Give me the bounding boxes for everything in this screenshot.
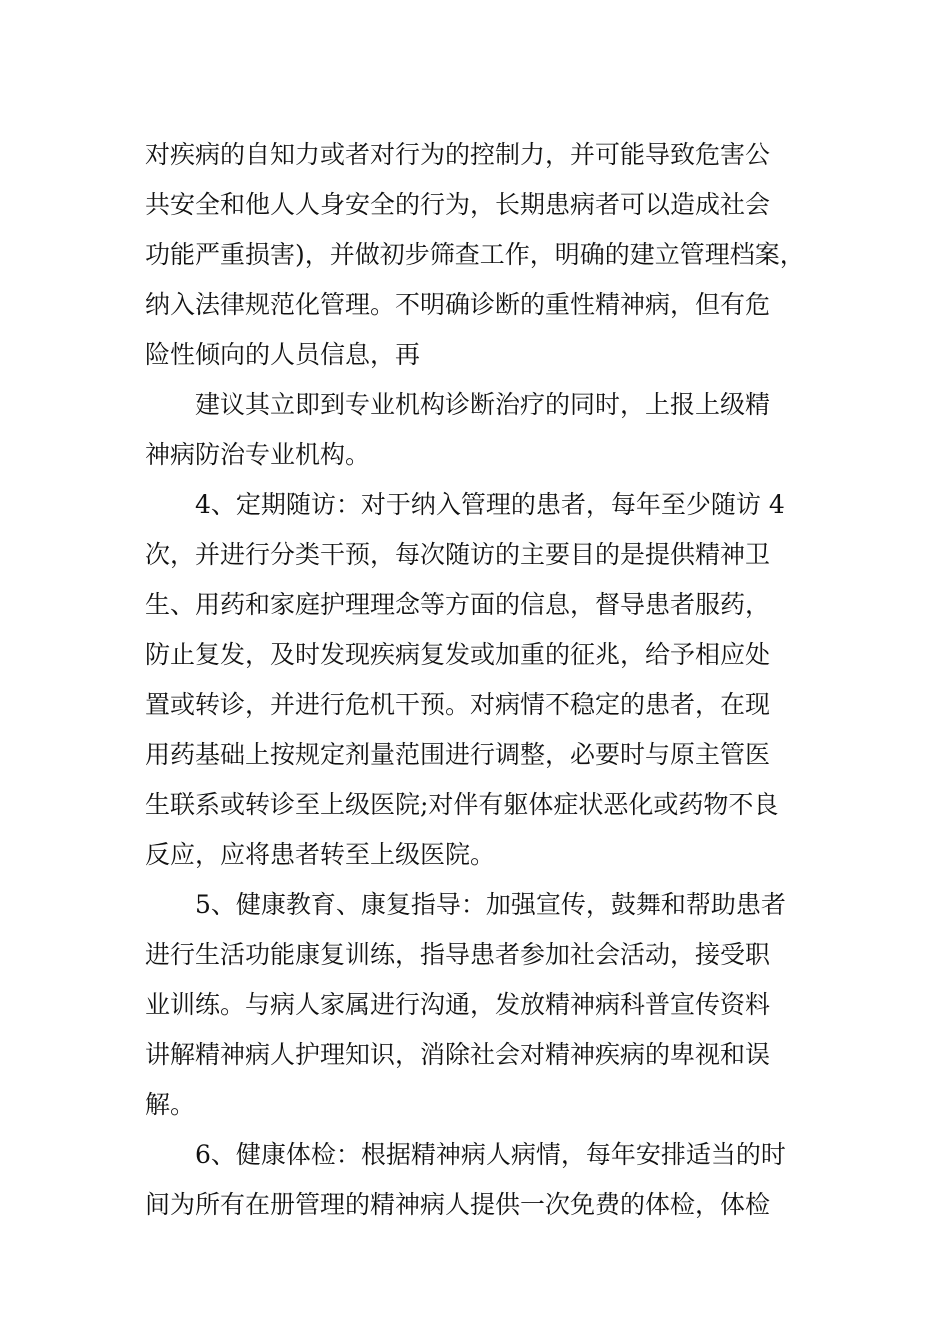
text-line: 共安全和他人人身安全的行为，长期患病者可以造成社会 [145,190,771,219]
paragraph-4-health-education [145,880,815,1130]
text-line: 神病防治专业机构。 [145,440,371,469]
text-line: 置或转诊，并进行危机干预。对病情不稳定的患者，在现 [145,690,771,719]
paragraph-5-health-checkup [145,1130,815,1230]
text-line: 讲解精神病人护理知识，消除社会对精神疾病的卑视和误 [145,1040,771,1069]
text-line: 4、定期随访：对于纳入管理的患者，每年至少随访 4 [195,490,785,519]
text-line: 纳入法律规范化管理。不明确诊断的重性精神病，但有危 [145,290,771,319]
text-line: 间为所有在册管理的精神病人提供一次免费的体检，体检 [145,1190,771,1219]
text-line: 生、用药和家庭护理理念等方面的信息，督导患者服药， [145,590,771,619]
paragraph-1 [145,130,815,380]
text-line: 5、健康教育、康复指导：加强宣传，鼓舞和帮助患者 [195,890,786,919]
paragraph-2 [145,380,815,480]
text-line: 险性倾向的人员信息，再 [145,340,421,369]
text-line: 防止复发，及时发现疾病复发或加重的征兆，给予相应处 [145,640,771,669]
text-line: 反应，应将患者转至上级医院。 [145,840,496,869]
text-line: 功能严重损害)，并做初步筛查工作，明确的建立管理档案， [145,240,805,269]
text-line: 对疾病的自知力或者对行为的控制力，并可能导致危害公 [145,140,771,169]
text-line: 解。 [145,1090,196,1119]
text-line: 用药基础上按规定剂量范围进行调整，必要时与原主管医 [145,740,771,769]
text-line: 建议其立即到专业机构诊断治疗的同时，上报上级精 [195,390,771,419]
text-line: 6、健康体检：根据精神病人病情，每年安排适当的时 [195,1140,786,1169]
text-line: 次，并进行分类干预，每次随访的主要目的是提供精神卫 [145,540,771,569]
paragraph-3-follow-up [145,480,815,880]
text-line: 进行生活功能康复训练，指导患者参加社会活动，接受职 [145,940,771,969]
text-line: 业训练。与病人家属进行沟通，发放精神病科普宣传资料 [145,990,771,1019]
document-body [145,130,815,1230]
text-line: 生联系或转诊至上级医院;对伴有躯体症状恶化或药物不良 [145,790,779,819]
